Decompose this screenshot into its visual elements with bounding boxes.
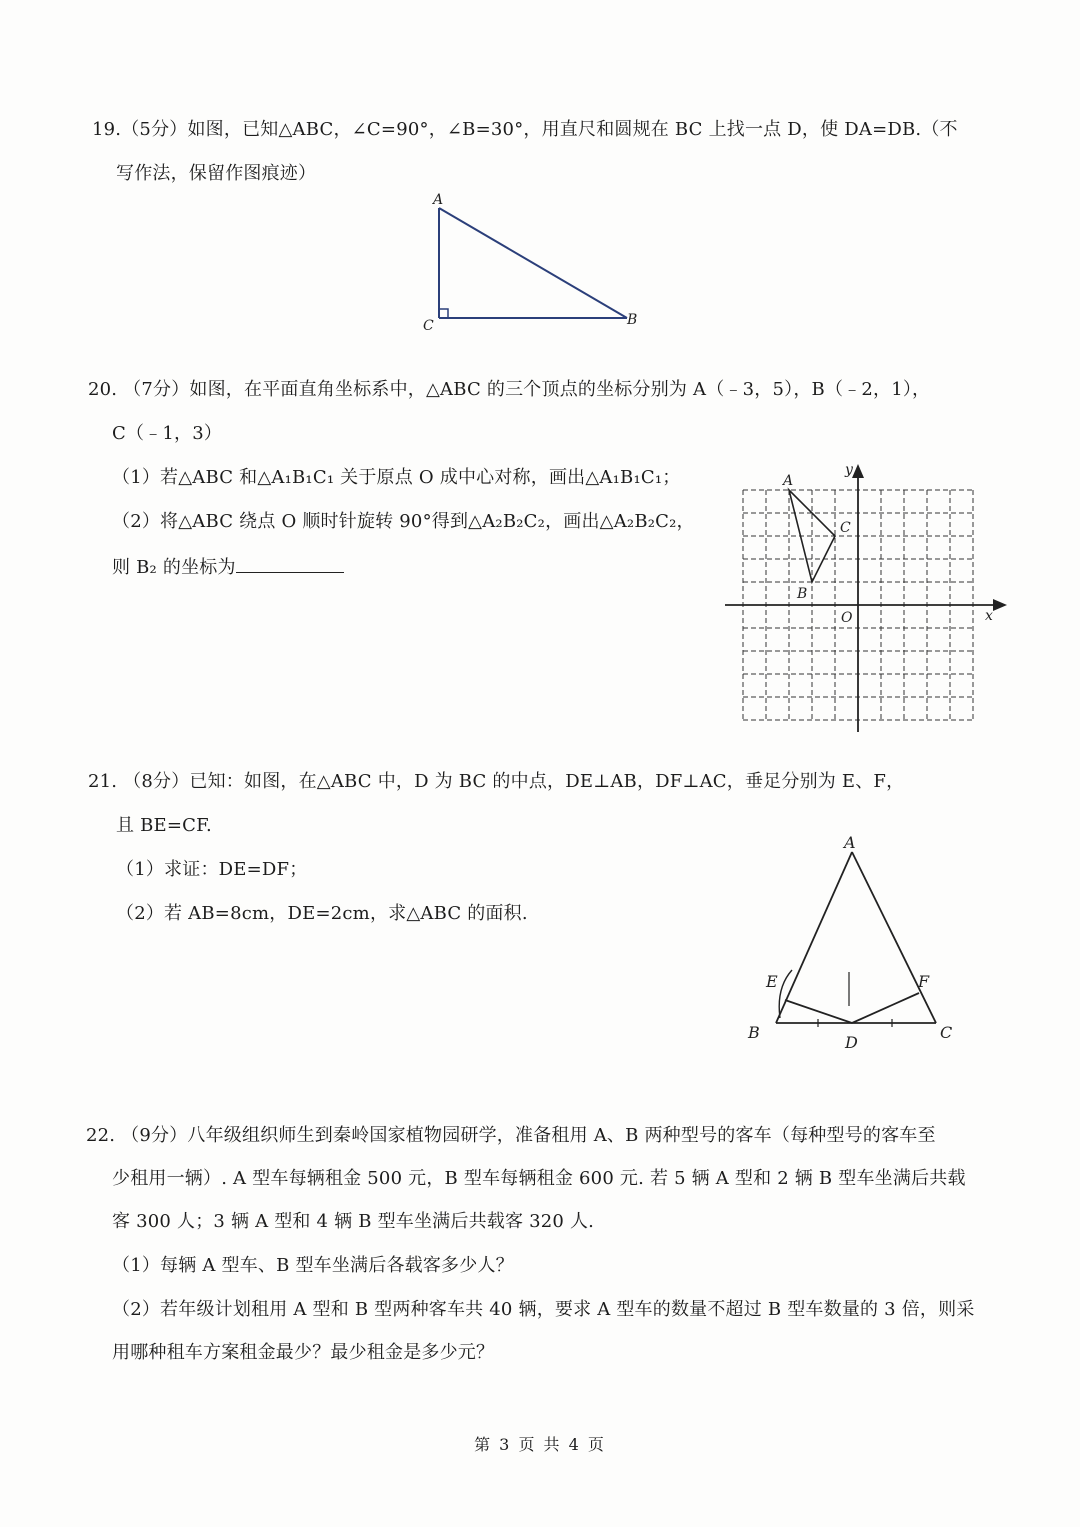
label-f: F	[918, 972, 930, 991]
label-a: A	[433, 192, 444, 208]
q22-line3: 客 300 人；3 辆 A 型和 4 辆 B 型车坐满后共载客 320 人.	[112, 1211, 595, 1232]
label-c: C	[940, 1023, 953, 1042]
label-c: C	[840, 520, 851, 536]
q22-part2a: （2）若年级计划租用 A 型和 B 型两种客车共 40 辆，要求 A 型车的数量不超过 B 型车数量的 3 倍，则采	[112, 1299, 975, 1320]
q22-line2: 少租用一辆）. A 型车每辆租金 500 元，B 型车每辆租金 600 元. 若 5 辆 A 型和 2 辆 B 型车坐满后共载	[112, 1168, 966, 1189]
q21-line2: 且 BE=CF.	[116, 815, 212, 836]
page-footer: 第 3 页 共 4 页	[474, 1435, 606, 1454]
x-axis-arrow	[993, 599, 1007, 611]
label-e: E	[766, 972, 778, 991]
side-ac	[852, 852, 936, 1023]
q22-part1: （1）每辆 A 型车、B 型车坐满后各载客多少人？	[112, 1255, 514, 1276]
answer-blank	[236, 554, 344, 573]
label-y: y	[845, 462, 853, 478]
label-b: B	[748, 1023, 760, 1042]
q20-line2: C（﹣1，3）	[112, 423, 223, 444]
q20-part2: （2）将△ABC 绕点 O 顺时针旋转 90°得到△A₂B₂C₂，画出△A₂B₂C₂，	[112, 511, 695, 532]
label-x: x	[985, 608, 993, 624]
y-axis-arrow	[852, 464, 864, 478]
q20-part3: 则 B₂ 的坐标为	[112, 557, 236, 578]
label-a: A	[844, 833, 856, 852]
label-b: B	[627, 312, 638, 328]
q19-triangle-figure	[415, 190, 655, 340]
q20-coordinate-grid	[725, 460, 1015, 740]
q21-triangle-figure	[740, 830, 970, 1060]
q22-part2b: 用哪种租车方案租金最少？最少租金是多少元？	[112, 1342, 495, 1363]
q22-line1: 22. （9分）八年级组织师生到秦岭国家植物园研学，准备租用 A、B 两种型号的客车（每种型号的客车至	[86, 1125, 936, 1146]
q20-part1: （1）若△ABC 和△A₁B₁C₁ 关于原点 O 成中心对称，画出△A₁B₁C₁；	[112, 467, 681, 488]
label-a: A	[783, 473, 794, 489]
q19-line1: 19.（5分）如图，已知△ABC，∠C=90°，∠B=30°，用直尺和圆规在 BC 上找一点 D，使 DA=DB.（不	[92, 119, 958, 140]
q21-part1: （1）求证：DE=DF；	[116, 859, 308, 880]
side-ab	[776, 852, 852, 1023]
label-c: C	[423, 318, 434, 334]
label-b: B	[797, 586, 808, 602]
q21-line1: 21. （8分）已知：如图，在△ABC 中，D 为 BC 的中点，DE⊥AB，DF⊥AC，垂足分别为 E、F，	[88, 771, 905, 792]
label-d: D	[845, 1033, 858, 1052]
label-o: O	[841, 610, 853, 626]
right-angle-mark	[439, 309, 448, 318]
q20-part3-row	[112, 554, 344, 580]
side-ab	[439, 208, 627, 318]
segment-df	[852, 993, 919, 1023]
q21-part2: （2）若 AB=8cm，DE=2cm，求△ABC 的面积.	[116, 903, 528, 924]
q20-line1: 20. （7分）如图，在平面直角坐标系中，△ABC 的三个顶点的坐标分别为 A（﹣3，5），B（﹣2，1），	[88, 379, 931, 400]
q19-line2: 写作法，保留作图痕迹）	[116, 163, 317, 184]
